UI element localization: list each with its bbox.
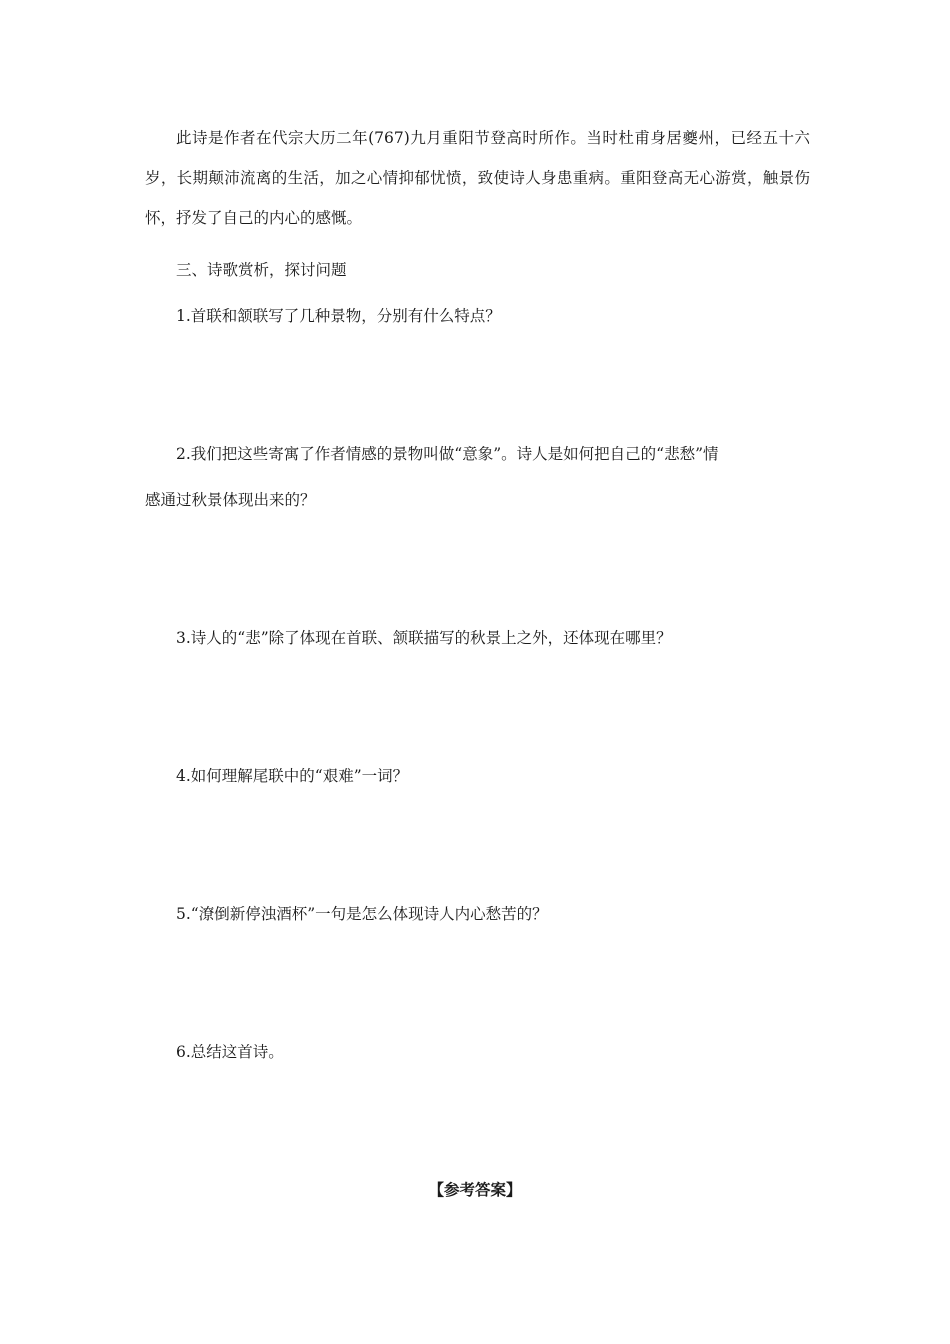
reference-answer-title: 【参考答案】 — [428, 1180, 522, 1199]
question-1: 1.首联和颔联写了几种景物，分别有什么特点？ — [176, 307, 501, 325]
question-2-line-1: 2.我们把这些寄寓了作者情感的景物叫做“意象”。诗人是如何把自己的“悲愁”情 — [176, 445, 719, 463]
question-3: 3.诗人的“悲”除了体现在首联、颔联描写的秋景上之外，还体现在哪里？ — [176, 629, 672, 647]
question-4: 4.如何理解尾联中的“艰难”一词？ — [176, 767, 409, 785]
question-2-line-2: 感通过秋景体现出来的？ — [145, 491, 316, 509]
question-5: 5.“潦倒新停浊酒杯”一句是怎么体现诗人内心愁苦的？ — [176, 905, 548, 923]
question-6: 6.总结这首诗。 — [176, 1043, 284, 1061]
intro-paragraph: 此诗是作者在代宗大历二年(767)九月重阳节登高时所作。当时杜甫身居夔州，已经五十六岁，长期颠沛流离的生活，加之心情抑郁忧愤，致使诗人身患重病。重阳登高无心游赏，触景伤怀，抒发了自己的内心的感慨。 — [145, 129, 810, 227]
section-heading: 三、诗歌赏析，探讨问题 — [176, 261, 347, 279]
